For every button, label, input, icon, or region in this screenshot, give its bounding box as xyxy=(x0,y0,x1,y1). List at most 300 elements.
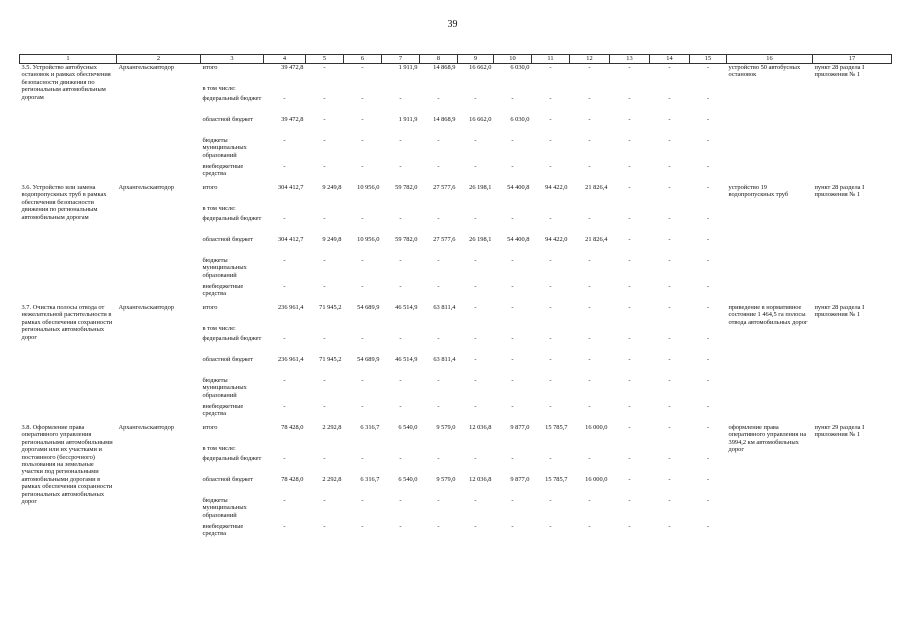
amount-cell: 16 000,0 xyxy=(585,424,608,431)
amount-cell: - xyxy=(399,403,402,410)
amount-cell: - xyxy=(437,215,440,222)
amount-cell xyxy=(382,445,420,455)
funding-source: итого xyxy=(202,64,218,71)
amount-cell xyxy=(382,325,420,335)
executor: Архангельскавтодор xyxy=(118,184,175,191)
legal-basis: пункт 29 раздела I приложения № 1 xyxy=(814,424,865,439)
amount-cell: - xyxy=(437,257,440,264)
amount-cell xyxy=(306,205,344,215)
amount-cell: - xyxy=(628,377,631,384)
amount-cell: - xyxy=(474,304,477,311)
amount-cell: 54 400,8 xyxy=(507,236,530,243)
amount-cell: - xyxy=(588,497,591,504)
amount-cell xyxy=(344,85,382,95)
amount-cell xyxy=(494,205,532,215)
amount-cell: - xyxy=(549,163,552,170)
amount-cell xyxy=(494,445,532,455)
amount-cell: - xyxy=(549,95,552,102)
amount-cell: - xyxy=(511,335,514,342)
amount-cell: 9 877,0 xyxy=(510,476,530,483)
amount-cell xyxy=(570,85,610,95)
amount-cell: - xyxy=(549,335,552,342)
amount-cell: - xyxy=(706,116,710,123)
amount-cell: 6 030,0 xyxy=(510,64,530,71)
amount-cell: 1 911,9 xyxy=(398,116,418,123)
amount-cell: - xyxy=(437,455,440,462)
amount-cell: 27 577,6 xyxy=(433,236,456,243)
column-header-2: 2 xyxy=(117,55,201,64)
amount-cell: - xyxy=(399,215,402,222)
column-header-10: 10 xyxy=(494,55,532,64)
amount-cell: - xyxy=(474,377,477,384)
executor: Архангельскавтодор xyxy=(118,64,175,71)
amount-cell xyxy=(532,445,570,455)
amount-cell: - xyxy=(628,137,631,144)
funding-source: федеральный бюджет xyxy=(202,95,262,102)
amount-cell xyxy=(306,445,344,455)
amount-cell: 10 956,0 xyxy=(357,236,380,243)
amount-cell: - xyxy=(628,215,631,222)
amount-cell xyxy=(494,85,532,95)
amount-cell: - xyxy=(283,137,286,144)
amount-cell: - xyxy=(437,377,440,384)
budget-table xyxy=(19,54,892,544)
amount-cell: - xyxy=(706,523,710,530)
amount-cell: - xyxy=(668,163,671,170)
amount-cell: - xyxy=(668,523,671,530)
amount-cell: - xyxy=(628,257,631,264)
amount-cell: - xyxy=(706,455,710,462)
amount-cell: - xyxy=(323,116,326,123)
amount-cell: 16 000,0 xyxy=(585,476,608,483)
amount-cell: - xyxy=(474,257,477,264)
amount-cell xyxy=(690,325,727,335)
table-row xyxy=(20,304,892,325)
funding-source: бюджеты муниципальных образований xyxy=(202,257,247,279)
amount-cell xyxy=(264,85,306,95)
amount-cell: - xyxy=(668,95,671,102)
amount-cell: - xyxy=(437,403,440,410)
amount-cell: 27 577,6 xyxy=(433,184,456,191)
amount-cell xyxy=(494,325,532,335)
expected-result: устройство 50 автобусных остановок xyxy=(728,64,801,79)
amount-cell xyxy=(420,445,458,455)
amount-cell: - xyxy=(706,403,710,410)
amount-cell: - xyxy=(474,523,477,530)
amount-cell: 46 514,9 xyxy=(395,304,418,311)
amount-cell: - xyxy=(706,163,710,170)
measure-description: 3.7. Очистка полосы отвода от нежелательной растительности в рамках обеспечения сохранности региональных автомобильных дорог xyxy=(21,304,113,341)
amount-cell: - xyxy=(474,137,477,144)
amount-cell: - xyxy=(283,215,286,222)
amount-cell: - xyxy=(511,377,514,384)
column-header-12: 12 xyxy=(570,55,610,64)
amount-cell: - xyxy=(511,523,514,530)
funding-source: итого xyxy=(202,424,218,431)
amount-cell: - xyxy=(511,304,514,311)
amount-cell: - xyxy=(706,356,710,363)
amount-cell: - xyxy=(668,257,671,264)
measure-description: 3.8. Оформление права оперативного управления региональными автомобильными дорогами или их участками и постоянного (бессрочного) пользования на земельные участки под региональными автомобильными дорогами в рамках обеспечения сохранности региональных автомобильных дорог xyxy=(21,424,113,506)
amount-cell: - xyxy=(361,215,364,222)
table-row xyxy=(20,64,892,86)
amount-cell: 236 961,4 xyxy=(277,304,304,311)
amount-cell: - xyxy=(323,403,326,410)
amount-cell: - xyxy=(361,95,364,102)
amount-cell xyxy=(420,325,458,335)
amount-cell: - xyxy=(706,424,710,431)
amount-cell xyxy=(650,205,690,215)
amount-cell: - xyxy=(361,64,364,71)
amount-cell xyxy=(650,85,690,95)
amount-cell: - xyxy=(323,64,326,71)
amount-cell: - xyxy=(474,215,477,222)
amount-cell xyxy=(690,445,727,455)
amount-cell: - xyxy=(549,64,552,71)
amount-cell xyxy=(382,205,420,215)
amount-cell: 10 956,0 xyxy=(357,184,380,191)
table-body xyxy=(20,64,892,545)
amount-cell xyxy=(690,205,727,215)
executor: Архангельскавтодор xyxy=(118,304,175,311)
executor: Архангельскавтодор xyxy=(118,424,175,431)
amount-cell: - xyxy=(668,137,671,144)
amount-cell: - xyxy=(588,95,591,102)
amount-cell: 39 472,8 xyxy=(281,116,304,123)
amount-cell: - xyxy=(511,257,514,264)
amount-cell: - xyxy=(706,257,710,264)
amount-cell: - xyxy=(323,523,326,530)
amount-cell: 21 826,4 xyxy=(585,236,608,243)
amount-cell xyxy=(610,85,650,95)
amount-cell: - xyxy=(474,403,477,410)
legal-basis: пункт 28 раздела I приложения № 1 xyxy=(814,64,865,79)
measure-description: 3.5. Устройство автобусных остановок и рамках обеспечения безопасности движения по региональным автомобильным дорогам xyxy=(21,64,111,101)
amount-cell: - xyxy=(549,257,552,264)
amount-cell: - xyxy=(474,283,477,290)
amount-cell: - xyxy=(588,523,591,530)
amount-cell: 9 579,0 xyxy=(436,424,456,431)
amount-cell: - xyxy=(588,377,591,384)
amount-cell: 54 400,8 xyxy=(507,184,530,191)
amount-cell: 6 316,7 xyxy=(360,476,380,483)
amount-cell: 12 036,8 xyxy=(469,424,492,431)
amount-cell: 6 030,0 xyxy=(510,116,530,123)
amount-cell: - xyxy=(706,335,710,342)
funding-source: областной бюджет xyxy=(202,476,253,483)
funding-source: в том числе: xyxy=(202,445,236,452)
amount-cell: 9 877,0 xyxy=(510,424,530,431)
amount-cell: 94 422,0 xyxy=(545,184,568,191)
funding-source: областной бюджет xyxy=(202,356,253,363)
amount-cell: - xyxy=(628,64,631,71)
amount-cell: - xyxy=(668,403,671,410)
amount-cell: - xyxy=(283,283,286,290)
amount-cell: - xyxy=(361,497,364,504)
amount-cell: - xyxy=(668,497,671,504)
column-header-16: 16 xyxy=(727,55,813,64)
amount-cell: - xyxy=(361,455,364,462)
amount-cell xyxy=(458,445,494,455)
amount-cell: 2 292,8 xyxy=(322,476,342,483)
amount-cell: - xyxy=(588,215,591,222)
amount-cell: - xyxy=(399,283,402,290)
amount-cell: - xyxy=(283,257,286,264)
amount-cell: 63 811,4 xyxy=(433,356,456,363)
amount-cell xyxy=(344,445,382,455)
amount-cell: 6 316,7 xyxy=(360,424,380,431)
expected-result: приведение в нормативное состояние 1 464,5 га полосы отвода автомобильных дорог xyxy=(728,304,808,326)
amount-cell xyxy=(420,205,458,215)
amount-cell: - xyxy=(437,163,440,170)
funding-source: бюджеты муниципальных образований xyxy=(202,137,247,159)
amount-cell xyxy=(458,85,494,95)
column-header-9: 9 xyxy=(458,55,494,64)
amount-cell: 9 249,8 xyxy=(322,184,342,191)
funding-source: областной бюджет xyxy=(202,236,253,243)
amount-cell: - xyxy=(549,497,552,504)
amount-cell: - xyxy=(437,283,440,290)
funding-source: внебюджетные средства xyxy=(202,163,244,178)
amount-cell xyxy=(570,445,610,455)
amount-cell: - xyxy=(628,356,631,363)
amount-cell: - xyxy=(668,476,671,483)
legal-basis: пункт 28 раздела I приложения № 1 xyxy=(814,184,865,199)
amount-cell: - xyxy=(706,497,710,504)
amount-cell: - xyxy=(399,137,402,144)
amount-cell: 78 428,0 xyxy=(281,476,304,483)
funding-source: в том числе: xyxy=(202,85,236,92)
amount-cell: - xyxy=(628,523,631,530)
amount-cell: - xyxy=(706,476,710,483)
amount-cell: - xyxy=(628,184,631,191)
amount-cell: 6 540,0 xyxy=(398,476,418,483)
amount-cell xyxy=(610,205,650,215)
amount-cell: - xyxy=(668,184,671,191)
amount-cell: - xyxy=(628,497,631,504)
amount-cell: - xyxy=(628,476,631,483)
amount-cell: 54 689,9 xyxy=(357,304,380,311)
amount-cell: - xyxy=(399,257,402,264)
amount-cell: 9 249,8 xyxy=(322,236,342,243)
amount-cell: - xyxy=(588,116,591,123)
amount-cell xyxy=(650,445,690,455)
amount-cell: - xyxy=(323,455,326,462)
amount-cell: 78 428,0 xyxy=(281,424,304,431)
amount-cell: - xyxy=(706,304,710,311)
amount-cell xyxy=(458,205,494,215)
column-header-5: 5 xyxy=(306,55,344,64)
amount-cell: - xyxy=(474,497,477,504)
amount-cell: 16 662,0 xyxy=(469,116,492,123)
amount-cell: - xyxy=(549,215,552,222)
amount-cell xyxy=(264,205,306,215)
amount-cell: - xyxy=(323,215,326,222)
amount-cell: - xyxy=(399,335,402,342)
amount-cell: - xyxy=(283,335,286,342)
amount-cell: 14 868,9 xyxy=(433,64,456,71)
amount-cell: - xyxy=(706,377,710,384)
amount-cell xyxy=(570,325,610,335)
amount-cell: - xyxy=(706,95,710,102)
column-header-11: 11 xyxy=(532,55,570,64)
legal-basis: пункт 28 раздела I приложения № 1 xyxy=(814,304,865,319)
amount-cell: - xyxy=(668,377,671,384)
amount-cell: - xyxy=(588,403,591,410)
amount-cell: - xyxy=(628,455,631,462)
column-header-15: 15 xyxy=(690,55,727,64)
amount-cell: - xyxy=(399,523,402,530)
table-row xyxy=(20,184,892,205)
amount-cell: - xyxy=(474,356,477,363)
amount-cell: 15 785,7 xyxy=(545,424,568,431)
amount-cell: - xyxy=(361,377,364,384)
amount-cell: - xyxy=(437,523,440,530)
amount-cell: - xyxy=(668,304,671,311)
amount-cell: - xyxy=(668,455,671,462)
amount-cell: - xyxy=(549,377,552,384)
amount-cell xyxy=(306,85,344,95)
amount-cell: 26 198,1 xyxy=(469,236,492,243)
funding-source: федеральный бюджет xyxy=(202,455,262,462)
amount-cell xyxy=(264,445,306,455)
amount-cell: - xyxy=(474,163,477,170)
header-row xyxy=(20,55,892,64)
table-row xyxy=(20,424,892,445)
amount-cell: - xyxy=(549,403,552,410)
amount-cell: 304 412,7 xyxy=(277,236,304,243)
amount-cell: - xyxy=(323,335,326,342)
funding-source: бюджеты муниципальных образований xyxy=(202,497,247,519)
column-header-13: 13 xyxy=(610,55,650,64)
funding-source: внебюджетные средства xyxy=(202,283,244,298)
funding-source: итого xyxy=(202,184,218,191)
amount-cell: 59 782,0 xyxy=(395,236,418,243)
amount-cell: 1 911,9 xyxy=(398,64,418,71)
amount-cell: - xyxy=(399,377,402,384)
amount-cell: - xyxy=(361,137,364,144)
column-header-3: 3 xyxy=(201,55,264,64)
amount-cell: - xyxy=(511,283,514,290)
amount-cell xyxy=(690,85,727,95)
amount-cell: - xyxy=(588,64,591,71)
amount-cell: - xyxy=(474,95,477,102)
amount-cell: - xyxy=(706,236,710,243)
column-header-17: 17 xyxy=(813,55,892,64)
funding-source: федеральный бюджет xyxy=(202,215,262,222)
funding-source: в том числе: xyxy=(202,325,236,332)
amount-cell: - xyxy=(361,283,364,290)
amount-cell: 26 198,1 xyxy=(469,184,492,191)
amount-cell: 236 961,4 xyxy=(277,356,304,363)
amount-cell: - xyxy=(283,523,286,530)
amount-cell: - xyxy=(361,257,364,264)
amount-cell xyxy=(420,85,458,95)
page-number: 39 xyxy=(447,19,458,30)
amount-cell: - xyxy=(361,403,364,410)
funding-source: федеральный бюджет xyxy=(202,335,262,342)
amount-cell: - xyxy=(668,335,671,342)
amount-cell xyxy=(306,325,344,335)
amount-cell: - xyxy=(706,137,710,144)
amount-cell xyxy=(382,85,420,95)
amount-cell: - xyxy=(668,283,671,290)
amount-cell: - xyxy=(628,116,631,123)
amount-cell: 2 292,8 xyxy=(322,424,342,431)
amount-cell: - xyxy=(399,95,402,102)
amount-cell: - xyxy=(283,95,286,102)
amount-cell: 14 868,9 xyxy=(433,116,456,123)
amount-cell: - xyxy=(588,335,591,342)
amount-cell: - xyxy=(474,455,477,462)
amount-cell: 63 811,4 xyxy=(433,304,456,311)
amount-cell: - xyxy=(549,356,552,363)
amount-cell: - xyxy=(511,95,514,102)
amount-cell: - xyxy=(474,335,477,342)
amount-cell: - xyxy=(323,497,326,504)
amount-cell: - xyxy=(588,257,591,264)
amount-cell: - xyxy=(399,455,402,462)
amount-cell: 6 540,0 xyxy=(398,424,418,431)
expected-result: оформление права оперативного управления на 3994,2 км автомобильных дорог xyxy=(728,424,807,454)
column-header-1: 1 xyxy=(20,55,117,64)
amount-cell: - xyxy=(511,455,514,462)
amount-cell: - xyxy=(588,283,591,290)
amount-cell xyxy=(570,205,610,215)
amount-cell: - xyxy=(323,283,326,290)
amount-cell: - xyxy=(628,236,631,243)
amount-cell: - xyxy=(361,523,364,530)
amount-cell: 16 662,0 xyxy=(469,64,492,71)
amount-cell: - xyxy=(399,497,402,504)
amount-cell: 15 785,7 xyxy=(545,476,568,483)
amount-cell xyxy=(532,85,570,95)
amount-cell: - xyxy=(668,215,671,222)
amount-cell: - xyxy=(628,95,631,102)
amount-cell xyxy=(532,325,570,335)
column-header-8: 8 xyxy=(420,55,458,64)
amount-cell: - xyxy=(588,163,591,170)
funding-source: областной бюджет xyxy=(202,116,253,123)
amount-cell: - xyxy=(668,356,671,363)
amount-cell: - xyxy=(361,335,364,342)
amount-cell: - xyxy=(511,215,514,222)
amount-cell: - xyxy=(668,424,671,431)
amount-cell: - xyxy=(628,163,631,170)
amount-cell: 304 412,7 xyxy=(277,184,304,191)
amount-cell: - xyxy=(668,116,671,123)
amount-cell: - xyxy=(511,137,514,144)
funding-source: итого xyxy=(202,304,218,311)
amount-cell: 21 826,4 xyxy=(585,184,608,191)
amount-cell: - xyxy=(549,523,552,530)
amount-cell: - xyxy=(283,455,286,462)
column-header-6: 6 xyxy=(344,55,382,64)
amount-cell: - xyxy=(511,356,514,363)
amount-cell: - xyxy=(628,335,631,342)
column-header-14: 14 xyxy=(650,55,690,64)
amount-cell: - xyxy=(361,163,364,170)
amount-cell: - xyxy=(283,163,286,170)
amount-cell: 94 422,0 xyxy=(545,236,568,243)
amount-cell xyxy=(264,325,306,335)
amount-cell: - xyxy=(628,424,631,431)
amount-cell: - xyxy=(399,163,402,170)
funding-source: в том числе: xyxy=(202,205,236,212)
amount-cell xyxy=(650,325,690,335)
amount-cell: - xyxy=(511,497,514,504)
amount-cell: - xyxy=(323,163,326,170)
